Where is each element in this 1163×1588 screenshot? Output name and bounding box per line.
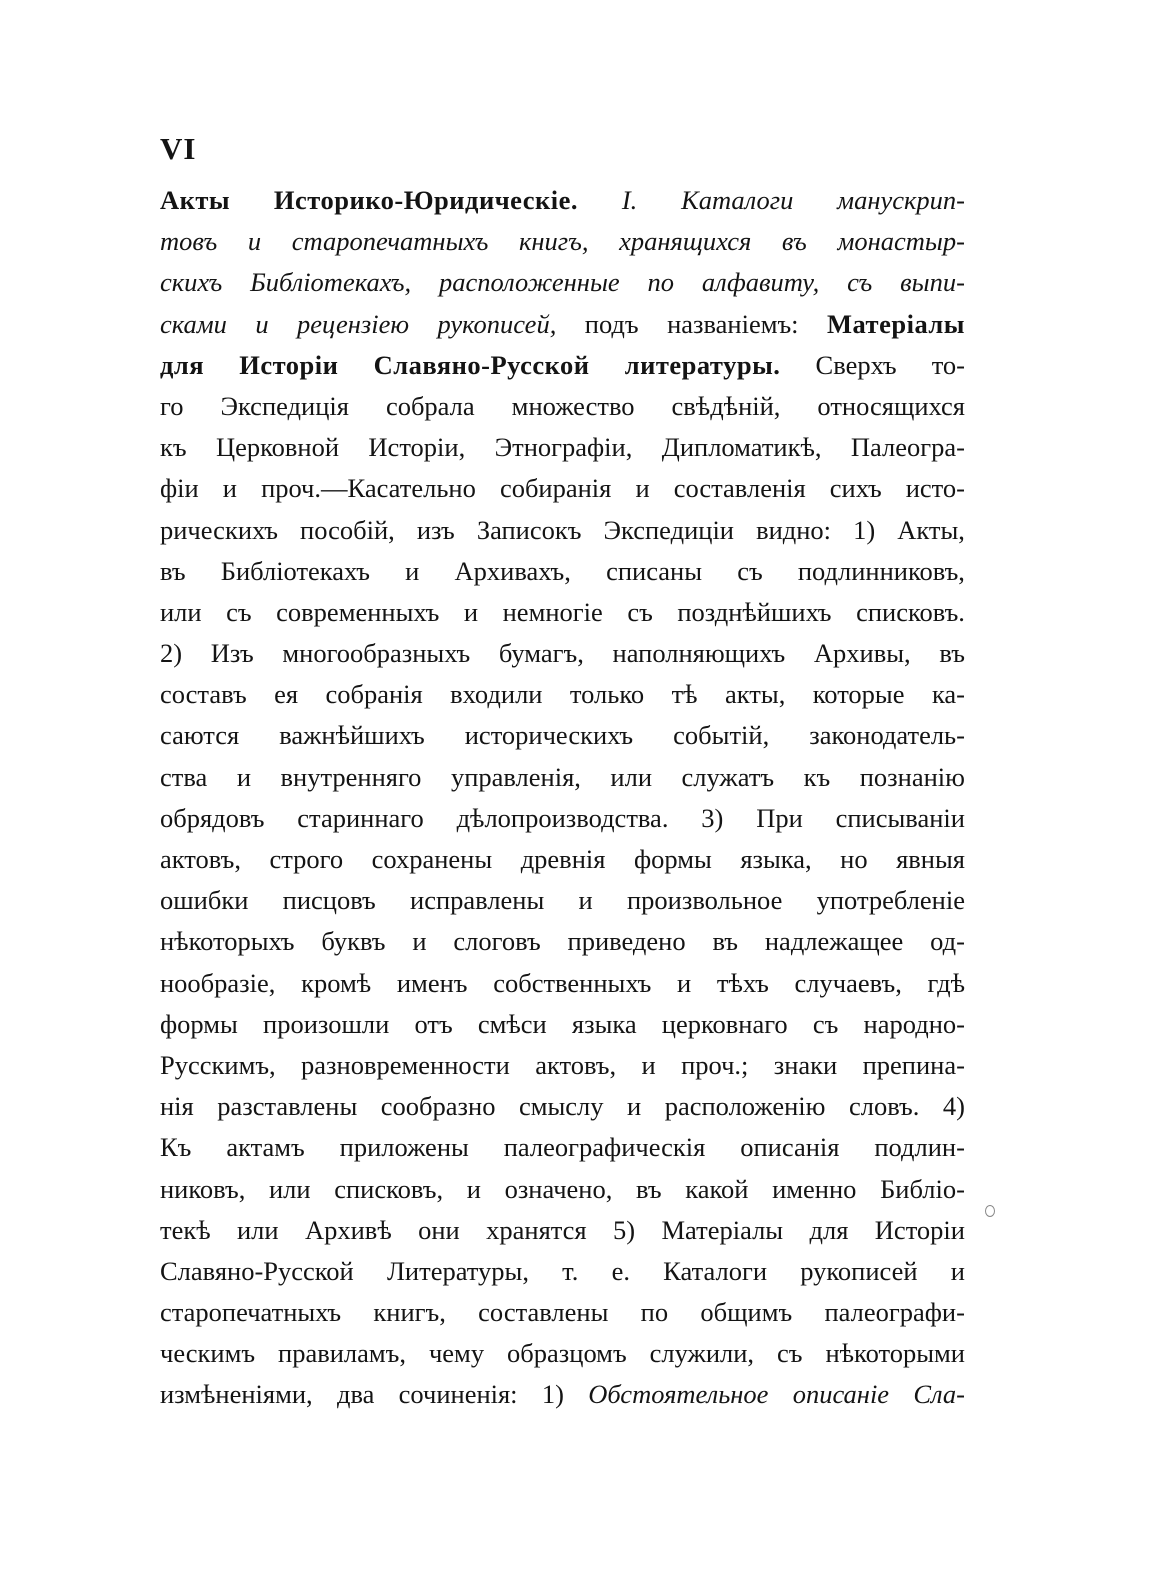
- word: означено,: [504, 1173, 613, 1204]
- word: въ: [781, 226, 807, 257]
- text-line: [160, 757, 965, 798]
- word: ошибки: [160, 885, 249, 916]
- word: Сла-: [913, 1379, 965, 1410]
- text-line: [160, 427, 965, 468]
- word: только: [569, 679, 645, 710]
- word: расположенію: [664, 1091, 826, 1122]
- word: внутренняго: [280, 761, 422, 792]
- word: разновременности: [301, 1049, 510, 1080]
- text-line: [160, 880, 965, 921]
- word: сками: [160, 308, 227, 339]
- word: хранящихся: [619, 226, 752, 257]
- word: формы: [633, 844, 712, 874]
- word: писцовъ: [282, 885, 376, 916]
- word: ея: [274, 679, 299, 710]
- word: образцомъ: [507, 1338, 627, 1369]
- text-line: [160, 674, 965, 715]
- word: го: [160, 390, 184, 421]
- word: относящихся: [817, 390, 965, 421]
- word: Къ: [160, 1132, 192, 1163]
- word: служили,: [649, 1338, 755, 1369]
- word: старопечатныхъ: [291, 226, 489, 257]
- text-line: [160, 180, 965, 221]
- word: I.: [621, 185, 638, 215]
- word: съ: [847, 267, 873, 298]
- word: въ: [160, 555, 186, 586]
- word: 1): [853, 514, 876, 545]
- word: саются: [160, 720, 240, 751]
- word: и: [627, 1091, 642, 1122]
- word: пособій,: [300, 514, 395, 545]
- text-line: [160, 386, 965, 427]
- word: смыслу: [518, 1091, 604, 1122]
- word: Литературы,: [386, 1255, 529, 1286]
- word: подлин-: [874, 1132, 965, 1163]
- text-line: [160, 921, 965, 962]
- text-line: [160, 798, 965, 839]
- word: церковнаго: [661, 1008, 788, 1039]
- word: Библіотекахъ,: [250, 267, 412, 298]
- word: палеографи-: [824, 1297, 965, 1328]
- word: чему: [428, 1338, 485, 1369]
- word: важнѣйшихъ: [279, 720, 425, 751]
- word: старопечатныхъ: [160, 1297, 342, 1328]
- word: по: [640, 1297, 669, 1328]
- word: общимъ: [700, 1297, 793, 1328]
- word: препина-: [862, 1049, 965, 1080]
- word: списковъ.: [856, 596, 965, 627]
- text-line: [160, 221, 965, 262]
- text-line: [160, 345, 965, 386]
- word: нѣкоторыми: [825, 1338, 965, 1369]
- word: Церковной: [215, 432, 340, 463]
- word: множество: [511, 390, 635, 421]
- text-line: [160, 1210, 965, 1251]
- word: актамъ: [226, 1132, 305, 1163]
- word: 3): [701, 802, 724, 833]
- word: выпи-: [900, 267, 965, 298]
- word: подъ: [584, 308, 639, 339]
- word: сохранены: [371, 844, 493, 874]
- word: собиранія: [499, 473, 612, 504]
- word: тѣхъ: [716, 967, 769, 998]
- word: рукописей,: [437, 308, 557, 339]
- word: то-: [931, 349, 965, 380]
- word: актовъ,: [160, 844, 241, 874]
- word: управленія,: [450, 761, 581, 792]
- word: кромѣ: [301, 967, 372, 998]
- word: стариннаго: [297, 802, 424, 833]
- text-line: [160, 715, 965, 756]
- word: литературы.: [624, 349, 781, 380]
- word: нѣкоторыхъ: [160, 926, 295, 957]
- word: проч.;: [681, 1049, 749, 1080]
- word: рическихъ: [160, 514, 278, 545]
- word: измѣненіями,: [160, 1379, 313, 1410]
- word: составлены: [478, 1297, 609, 1328]
- word: Матеріалы: [826, 308, 965, 339]
- word: Славяно-Русской: [373, 349, 590, 380]
- word: тѣ: [671, 679, 698, 710]
- word: никовъ,: [160, 1173, 246, 1204]
- word: При: [756, 802, 803, 833]
- word: приведено: [567, 926, 686, 957]
- word: рецензіею: [297, 308, 410, 339]
- text-line: [160, 839, 965, 880]
- text-line: [160, 1374, 965, 1415]
- word: надлежащее: [764, 926, 904, 957]
- word: алфавиту,: [701, 267, 820, 298]
- text-line: [160, 1086, 965, 1127]
- word: списковъ,: [334, 1173, 444, 1204]
- text-line: [160, 262, 965, 303]
- word: рукописей: [800, 1255, 918, 1286]
- word: Архивѣ: [304, 1214, 392, 1245]
- word: разставлены: [217, 1091, 358, 1122]
- word: служатъ: [681, 761, 775, 792]
- word: ства: [160, 761, 208, 792]
- word: од-: [930, 926, 965, 957]
- word: которые: [812, 679, 905, 710]
- word: сихъ: [829, 473, 882, 504]
- text-line: [160, 633, 965, 674]
- word: отъ: [414, 1008, 453, 1039]
- text-line: [160, 1045, 965, 1086]
- word: съ: [226, 596, 252, 627]
- word: Исторіи: [239, 349, 339, 380]
- word: съ: [812, 1008, 839, 1039]
- word: и: [578, 885, 593, 916]
- word: собственныхъ: [493, 967, 652, 998]
- word: или: [610, 761, 653, 792]
- word: Библіо-: [880, 1173, 965, 1204]
- text-line: [160, 304, 965, 345]
- word: именно: [772, 1173, 857, 1204]
- word: Дипломатикѣ,: [661, 432, 822, 463]
- body-text: [160, 180, 965, 1416]
- word: собрала: [385, 390, 475, 421]
- word: случаевъ,: [794, 967, 902, 998]
- word: бумагъ,: [498, 638, 584, 669]
- word: къ: [160, 432, 187, 463]
- word: Библіотекахъ: [220, 555, 370, 586]
- word: или: [268, 1173, 311, 1204]
- word: Изъ: [210, 638, 254, 669]
- word: знаки: [773, 1049, 838, 1080]
- word: книгъ,: [373, 1297, 446, 1328]
- word: текѣ: [160, 1214, 211, 1245]
- word: нія: [160, 1091, 194, 1122]
- word: но: [840, 844, 868, 874]
- word: е.: [611, 1255, 630, 1286]
- word: произошли: [263, 1008, 390, 1039]
- word: Русскимъ,: [160, 1049, 276, 1080]
- word: гдѣ: [927, 967, 965, 998]
- word: слоговъ: [453, 926, 541, 957]
- word: сочиненія:: [398, 1379, 518, 1410]
- word: Обстоятельное: [588, 1379, 769, 1410]
- text-line: [160, 1169, 965, 1210]
- word: именъ: [396, 967, 468, 998]
- text-line: [160, 592, 965, 633]
- word: 4): [942, 1091, 965, 1122]
- word: видно:: [756, 514, 832, 545]
- word: языка,: [740, 844, 812, 874]
- word: два: [336, 1379, 375, 1410]
- word: Славяно-Русской: [160, 1255, 354, 1286]
- word: Записокъ: [476, 514, 582, 545]
- word: историческихъ: [464, 720, 634, 751]
- word: 2): [160, 638, 183, 669]
- word: товъ: [160, 226, 218, 257]
- word: и: [466, 1173, 481, 1204]
- word: и: [950, 1255, 965, 1286]
- word: и: [635, 473, 650, 504]
- text-line: [160, 1127, 965, 1168]
- word: акты,: [725, 679, 786, 710]
- word: употребленіе: [816, 885, 965, 916]
- word: Матеріалы: [661, 1214, 784, 1245]
- word: Каталоги: [663, 1255, 767, 1286]
- text-line: [160, 1333, 965, 1374]
- word: Этнографіи,: [494, 432, 633, 463]
- word: 5): [613, 1214, 636, 1245]
- word: исто-: [905, 473, 965, 504]
- word: ка-: [931, 679, 965, 710]
- word: буквъ: [321, 926, 386, 957]
- word: по: [647, 267, 674, 298]
- word: сообразно: [380, 1091, 496, 1122]
- word: изъ: [416, 514, 455, 545]
- word: и: [641, 1049, 656, 1080]
- word: словъ.: [848, 1091, 920, 1122]
- word: явныя: [896, 844, 965, 874]
- word: исправлены: [410, 885, 545, 916]
- word: народно-: [863, 1008, 965, 1039]
- word: съ: [777, 1338, 803, 1369]
- word: и: [463, 596, 479, 627]
- word: въ: [712, 926, 739, 957]
- word: актовъ,: [535, 1049, 617, 1080]
- word: Сверхъ: [815, 349, 897, 380]
- word: современныхъ: [276, 596, 440, 627]
- word: т.: [562, 1255, 579, 1286]
- word: Каталоги: [681, 185, 794, 215]
- word: приложены: [339, 1132, 469, 1163]
- page-number: VI: [160, 131, 197, 166]
- word: правиламъ,: [278, 1338, 406, 1369]
- paper-speck: [985, 1205, 995, 1217]
- word: они: [418, 1214, 460, 1245]
- text-line: [160, 1004, 965, 1045]
- word: Архивы,: [813, 638, 911, 669]
- word: для: [160, 349, 205, 380]
- word: свѣдѣній,: [671, 390, 781, 421]
- word: манускрип-: [837, 185, 965, 215]
- word: составъ: [160, 679, 247, 710]
- word: палеографическія: [503, 1132, 706, 1163]
- word: строго: [269, 844, 344, 874]
- word: законодатель-: [809, 720, 965, 751]
- word: хранятся: [486, 1214, 587, 1245]
- word: Экспедиція: [220, 390, 349, 421]
- word: и: [222, 473, 237, 504]
- word: и: [236, 761, 251, 792]
- word: расположенные: [439, 267, 620, 298]
- word: собранія: [325, 679, 423, 710]
- word: Архивахъ,: [454, 555, 571, 586]
- text-line: [160, 551, 965, 592]
- word: и: [412, 926, 427, 957]
- word: и: [255, 308, 269, 339]
- word: Палеогра-: [850, 432, 965, 463]
- word: списаны: [606, 555, 703, 586]
- word: и: [677, 967, 692, 998]
- word: немногіе: [502, 596, 603, 627]
- word: обрядовъ: [160, 802, 265, 833]
- text-line: [160, 510, 965, 551]
- word: Экспедиціи: [603, 514, 734, 545]
- word: событій,: [673, 720, 770, 751]
- word: познанію: [859, 761, 965, 792]
- word: въ: [636, 1173, 662, 1204]
- word: съ: [737, 555, 763, 586]
- word: Акты,: [897, 514, 965, 545]
- word: 1): [541, 1379, 564, 1410]
- word: языка: [571, 1008, 637, 1039]
- text-line: [160, 1292, 965, 1333]
- word: для: [809, 1214, 849, 1245]
- word: монастыр-: [837, 226, 965, 257]
- word: смѣси: [477, 1008, 547, 1039]
- word: древнія: [520, 844, 606, 874]
- word: скихъ: [160, 267, 223, 298]
- word: къ: [803, 761, 831, 792]
- word: подлинниковъ,: [797, 555, 965, 586]
- word: въ: [939, 638, 965, 669]
- word: многообразныхъ: [282, 638, 471, 669]
- word: названіемъ:: [667, 308, 799, 339]
- word: описаніе: [792, 1379, 890, 1410]
- word: и: [247, 226, 262, 257]
- word: какой: [685, 1173, 749, 1204]
- word: фіи: [160, 473, 199, 504]
- text-line: [160, 468, 965, 509]
- word: Исторіи,: [368, 432, 466, 463]
- word: Акты: [160, 185, 231, 215]
- word: книгъ,: [519, 226, 589, 257]
- word: наполняющихъ: [612, 638, 786, 669]
- word: или: [160, 596, 202, 627]
- word: дѣлопроизводства.: [456, 802, 669, 833]
- word: ческимъ: [160, 1338, 256, 1369]
- word: или: [237, 1214, 279, 1245]
- text-line: [160, 963, 965, 1004]
- word: Историко-Юридическіе.: [273, 185, 579, 215]
- word: входили: [450, 679, 543, 710]
- word: Исторіи: [874, 1214, 965, 1245]
- word: описанія: [740, 1132, 840, 1163]
- word: составленія: [673, 473, 806, 504]
- word: и: [405, 555, 420, 586]
- word: списываніи: [835, 802, 965, 833]
- text-line: [160, 1251, 965, 1292]
- word: съ: [627, 596, 653, 627]
- word: позднѣйшихъ: [677, 596, 832, 627]
- word: произвольное: [626, 885, 783, 916]
- word: проч.—Касательно: [261, 473, 476, 504]
- word: нообразіе,: [160, 967, 276, 998]
- word: формы: [160, 1008, 238, 1039]
